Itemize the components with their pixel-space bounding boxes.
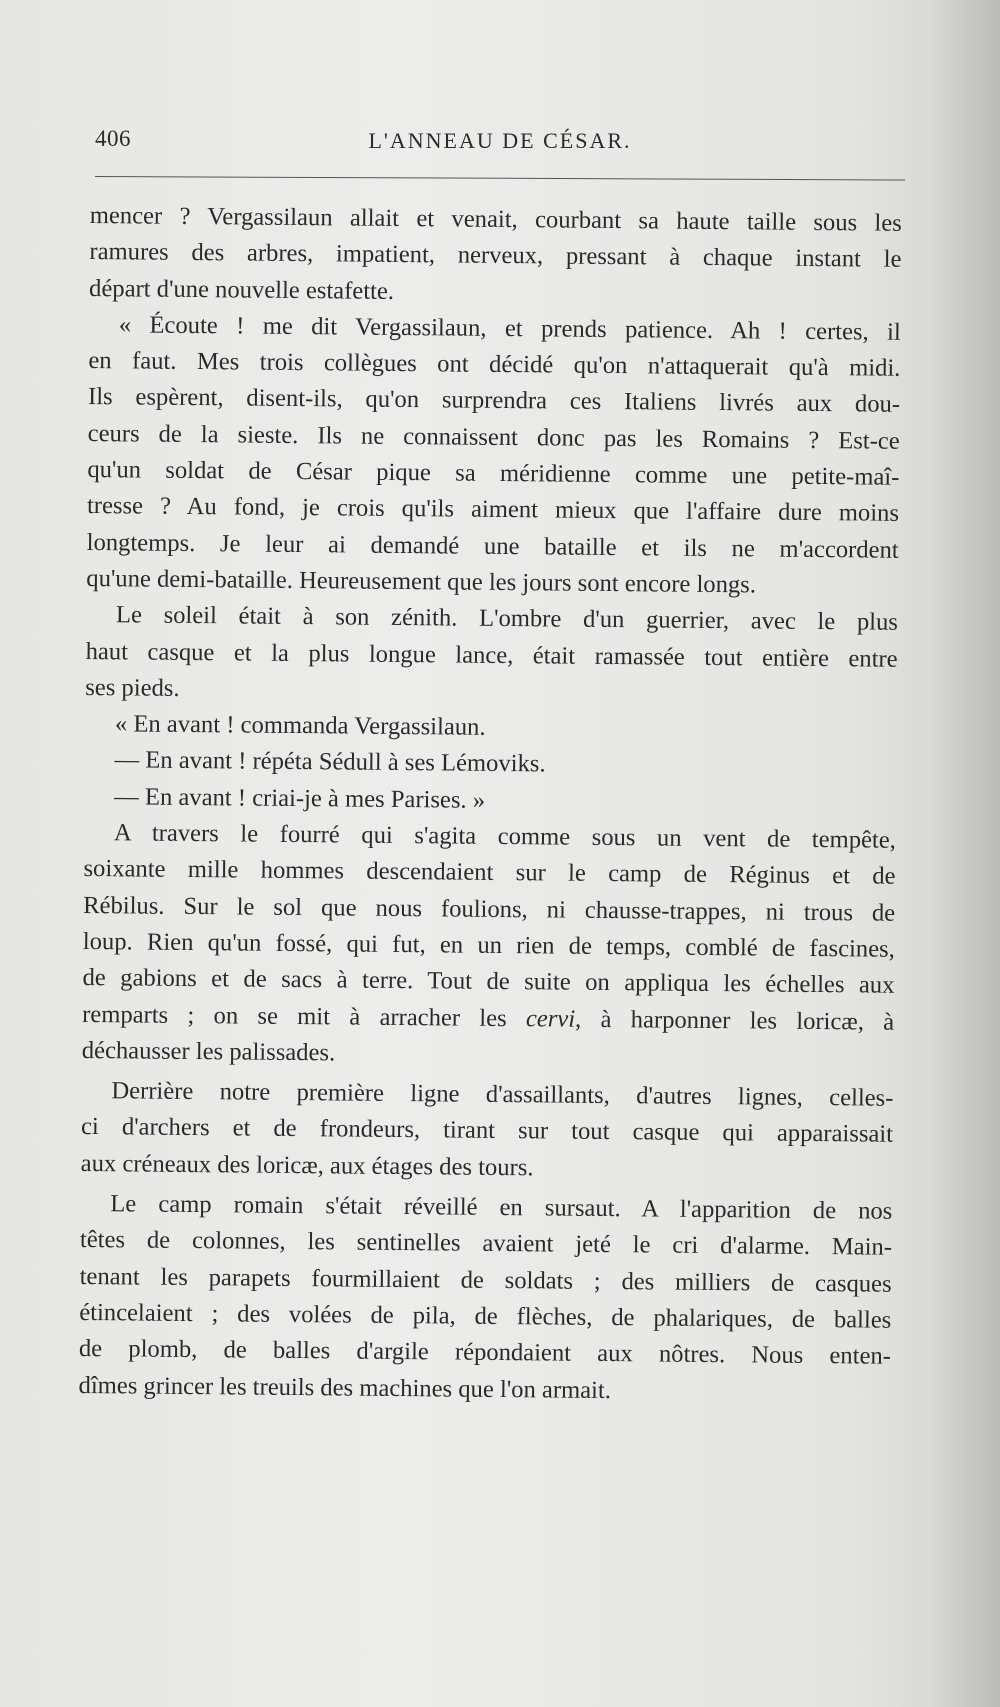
text-line: « En avant ! commanda Vergassilaun. bbox=[114, 710, 486, 741]
text-line: en faut. Mes trois collègues ont décidé qu'on n'attaquerait qu'à midi. bbox=[88, 347, 901, 382]
header-rule bbox=[95, 176, 905, 181]
text-line: départ d'une nouvelle estafette. bbox=[89, 274, 395, 305]
text-line: ci d'archers et de frondeurs, tirant sur tout casque qui apparaissait bbox=[80, 1113, 894, 1149]
text-line: « Écoute ! me dit Vergassilaun, et prends patience. Ah ! certes, il bbox=[118, 311, 901, 346]
body-text bbox=[78, 198, 902, 1412]
text-line: longtemps. Je leur ai demandé une bataille et ils ne m'accordent bbox=[86, 528, 899, 564]
page-number: 406 bbox=[95, 126, 131, 151]
text-line: Derrière notre première ligne d'assaillants, d'autres lignes, celles- bbox=[111, 1077, 894, 1112]
text-line: qu'une demi-bataille. Heureusement que les jours sont encore longs. bbox=[86, 564, 757, 599]
text-line: mencer ? Vergassilaun allait et venait, courbant sa haute taille sous les bbox=[89, 201, 902, 237]
paragraph-7 bbox=[82, 815, 896, 1077]
text-line: de gabions et de sacs à terre. Tout de suite on appliqua les échelles aux bbox=[82, 964, 895, 999]
text-line: étincelaient ; des volées de pila, de flèches, de phalariques, de balles bbox=[79, 1298, 892, 1334]
text-line: Rébilus. Sur le sol que nous foulions, ni chausse-trappes, ni trous de bbox=[83, 891, 896, 927]
text-line: soixante mille hommes descendaient sur le camp de Réginus et de bbox=[83, 855, 896, 891]
text-line: ses pieds. bbox=[85, 673, 180, 702]
paragraph-3 bbox=[85, 597, 898, 714]
text-line: A travers le fourré qui s'agita comme sous un vent de tempête, bbox=[113, 819, 897, 854]
text-line: haut casque et la plus longue lance, était ramassée tout entière entre bbox=[85, 637, 898, 673]
text-line: ceurs de la sieste. Ils ne connaissent donc pas les Romains ? Est-ce bbox=[87, 419, 900, 455]
text-line: tresse ? Au fond, je crois qu'ils aiment mieux que l'affaire dure moins bbox=[86, 492, 900, 528]
paragraph-2 bbox=[86, 307, 901, 605]
text-line: dîmes grincer les treuils des machines que l'on armait. bbox=[78, 1371, 612, 1404]
text-line: — En avant ! répéta Sédull à ses Lémoviks. bbox=[114, 746, 546, 778]
text-line: aux créneaux des loricæ, aux étages des tours. bbox=[80, 1149, 534, 1182]
paragraph-9 bbox=[78, 1186, 892, 1412]
text-line: Le camp romain s'était réveillé en sursaut. A l'apparition de nos bbox=[110, 1190, 893, 1225]
text-line: tenant les parapets fourmillaient de soldats ; des milliers de casques bbox=[79, 1262, 892, 1298]
page-edge-shadow bbox=[930, 0, 1000, 1707]
page-header bbox=[95, 126, 905, 162]
text-line: — En avant ! criai-je à mes Parises. » bbox=[114, 783, 486, 814]
text-line: loup. Rien qu'un fossé, qui fut, en un rien de temps, comblé de fascines, bbox=[82, 927, 895, 963]
running-title: L'ANNEAU DE CÉSAR. bbox=[368, 128, 632, 153]
text-line: qu'un soldat de César pique sa méridienne comme une petite-maî- bbox=[87, 456, 900, 491]
italic-word: cervi bbox=[525, 1004, 576, 1033]
text-line: Le soleil était à son zénith. L'ombre d'un guerrier, avec le plus bbox=[115, 601, 899, 637]
paragraph-8 bbox=[81, 1073, 894, 1190]
text-line: Ils espèrent, disent-ils, qu'on surprendra ces Italiens livrés aux dou- bbox=[87, 383, 901, 419]
text-line: de plomb, de balles d'argile répondaient aux nôtres. Nous enten- bbox=[78, 1335, 892, 1370]
text-line: déchausser les palissades. bbox=[81, 1036, 336, 1067]
text-fragment: , à harponner les loricæ, à bbox=[574, 1005, 895, 1036]
text-line: têtes de colonnes, les sentinelles avaient jeté le cri d'alarme. Main- bbox=[79, 1226, 893, 1262]
paragraph-1 bbox=[89, 198, 902, 315]
text-fragment: remparts ; on se mit à arracher les bbox=[82, 1000, 507, 1032]
text-line: ramures des arbres, impatient, nerveux, pressant à chaque instant le bbox=[89, 238, 902, 274]
